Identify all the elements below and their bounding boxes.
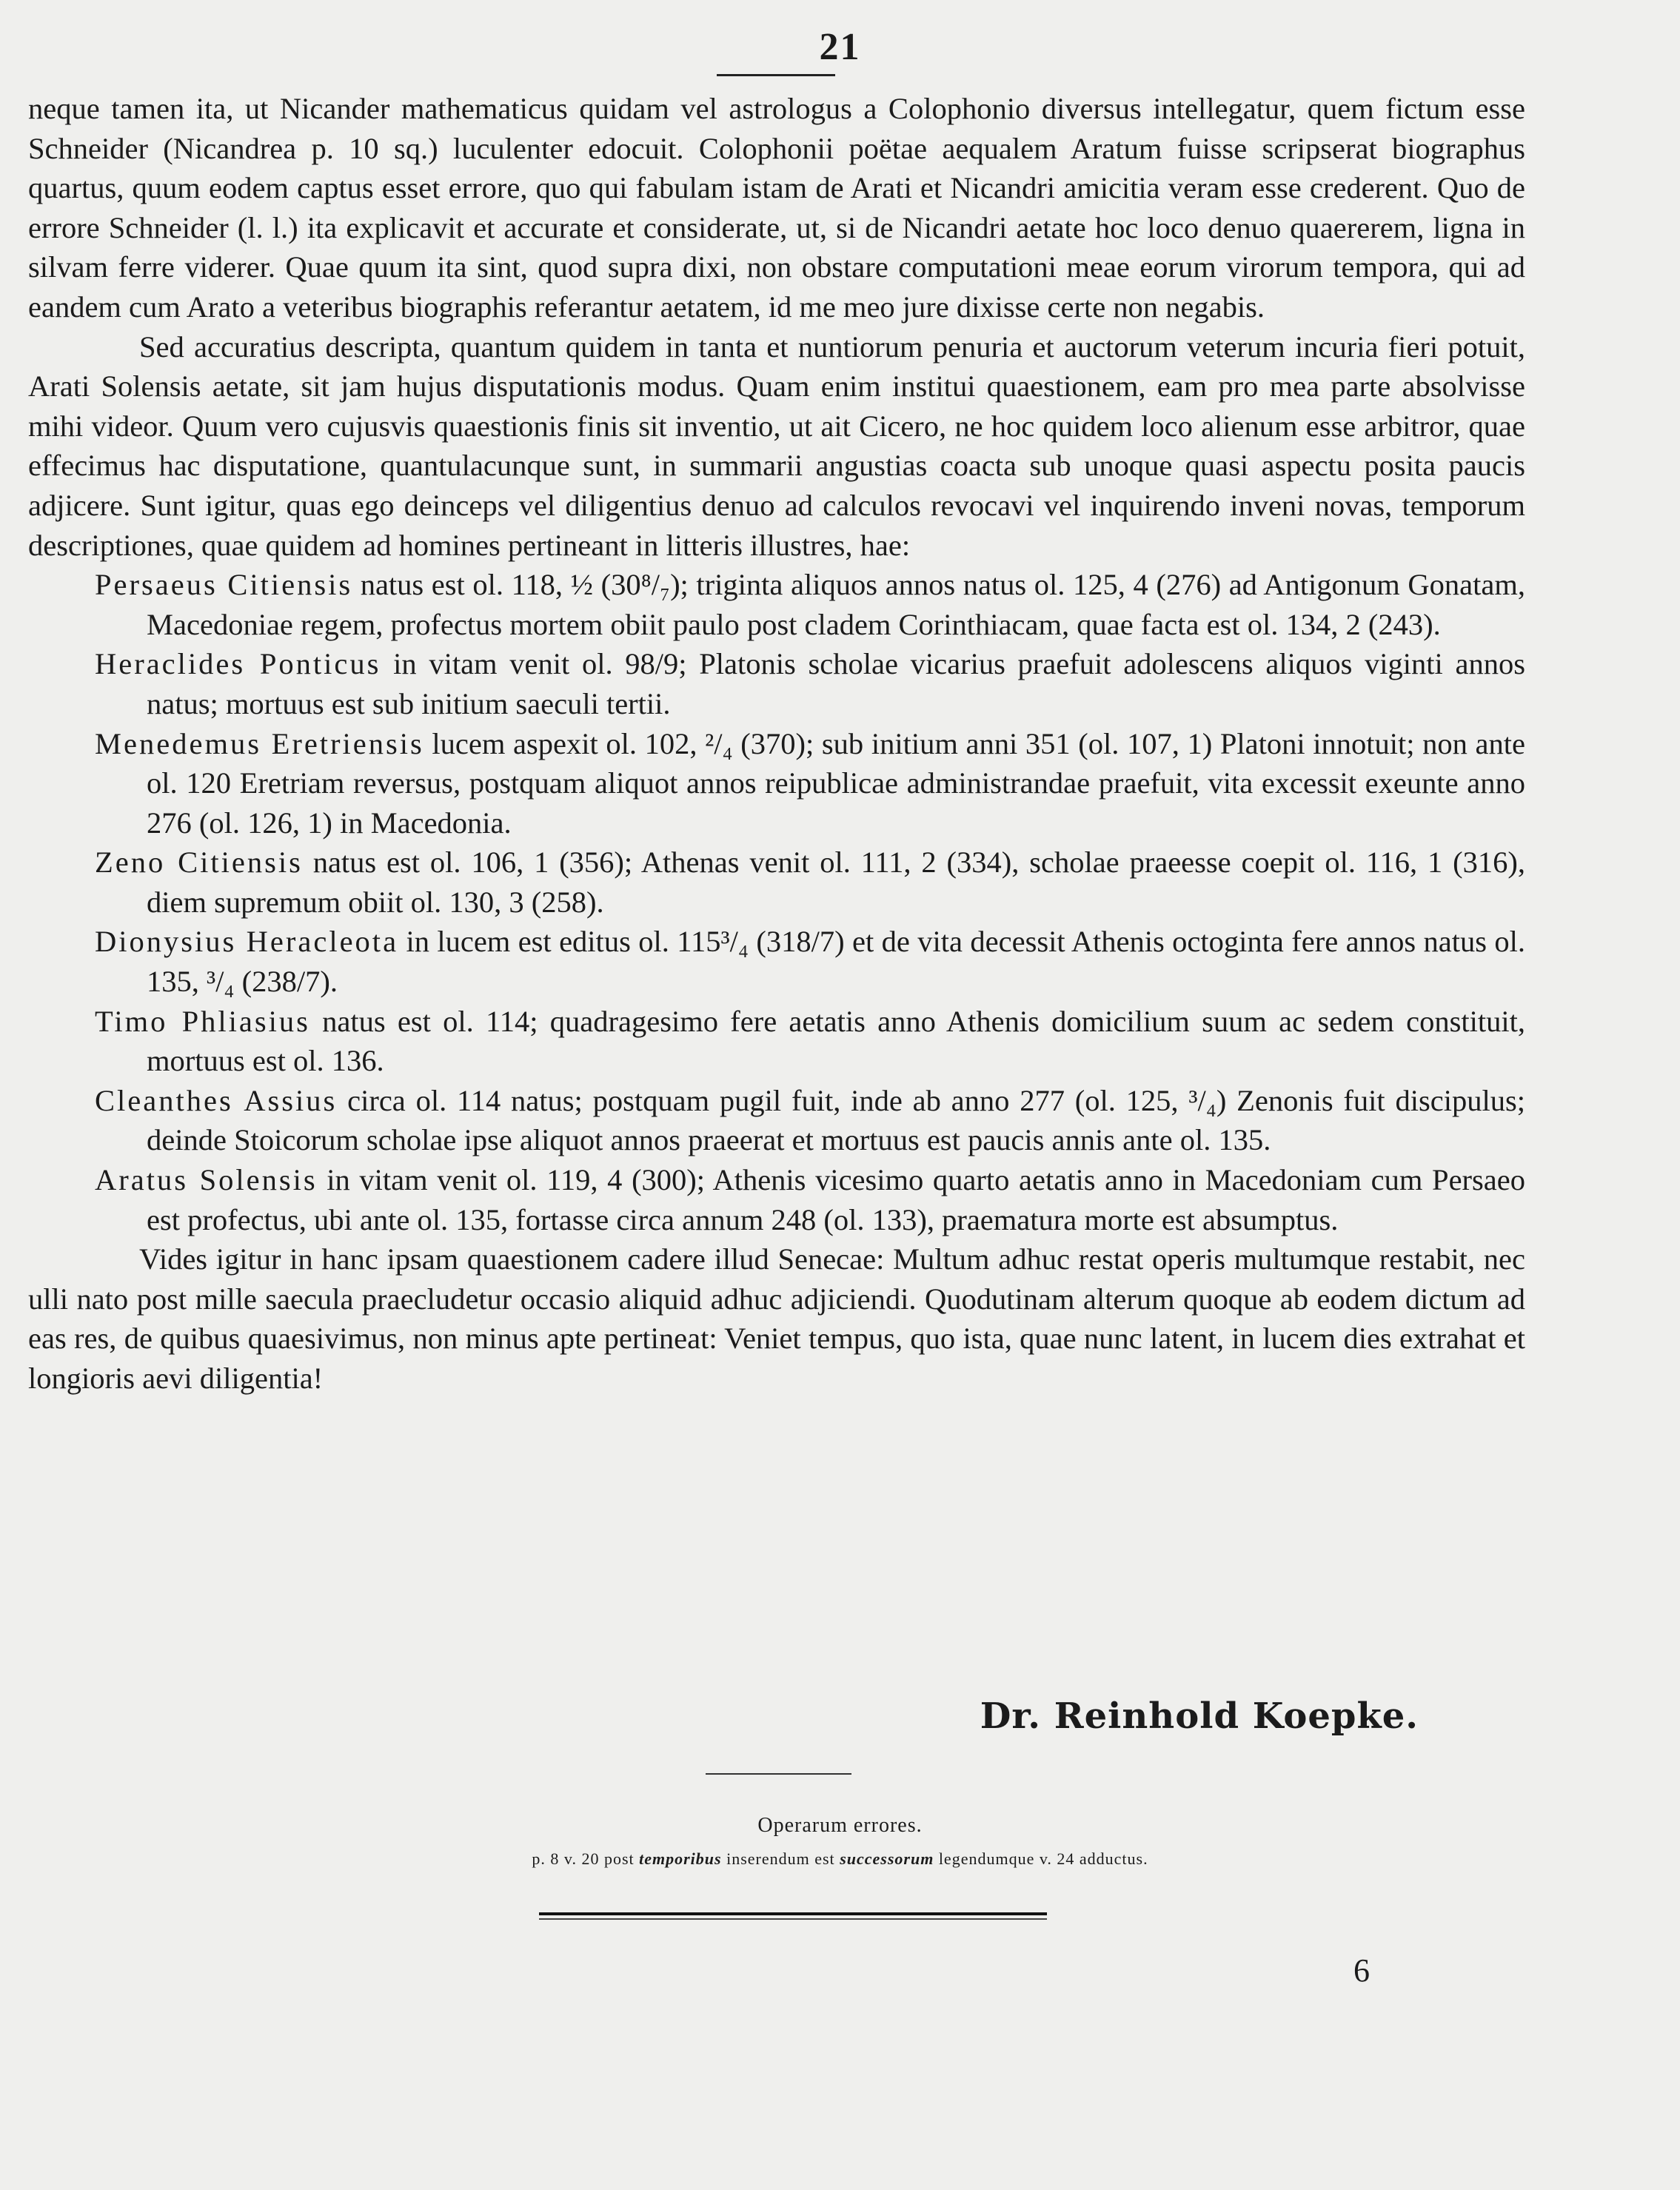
entry-name: Timo Phliasius <box>95 1004 310 1038</box>
list-item <box>28 565 1525 644</box>
errata-middle: inserendum est <box>721 1849 840 1868</box>
bottom-rule <box>539 1912 1047 1915</box>
list-item <box>28 1081 1525 1160</box>
closing-paragraph: Vides igitur in hanc ipsam quaestionem cadere illud Senecae: Multum adhuc restat operis multumque restabit, nec ulli nato post mille saecula praecludetur occasio aliquid adhuc adjiciendi. Quodutinam alterum quoque ab eodem dictum ad eas res, de quibus quaesivimus, non minus apte pertineat: Veniet tempus, quo ista, quae nunc latent, in lucem dies extrahat et longioris aevi diligentia! <box>28 1242 1525 1395</box>
list-item <box>28 1160 1525 1239</box>
bottom-rule-thin <box>539 1918 1047 1920</box>
entry-name: Zeno Citiensis <box>95 845 303 880</box>
author-signature: Dr. Reinhold Koepke. <box>980 1695 1419 1737</box>
errata-text <box>0 1849 1680 1869</box>
list-item <box>28 922 1525 1001</box>
errata-title: Operarum errores. <box>757 1814 923 1837</box>
header-rule <box>717 74 835 76</box>
entry-name: Persaeus Citiensis <box>95 568 353 602</box>
entry-text: lucem aspexit ol. 102, ²/₄ (370); sub initium anni 351 (ol. 107, 1) Platoni innotuit; non ante ol. 120 Eretriam reversus, postquam aliquot annos reipublicae administrandae praefuit, vita excessit exeunte anno 276 (ol. 126, 1) in Macedonia. <box>147 726 1525 840</box>
errata-rule <box>706 1773 851 1775</box>
entry-name: Menedemus Eretriensis <box>95 726 424 760</box>
errata-word-2: successorum <box>840 1849 934 1868</box>
chronology-list <box>28 565 1525 1239</box>
signature-mark: 6 <box>1353 1952 1370 1989</box>
entry-name: Dionysius Heracleota <box>95 925 399 959</box>
errata-prefix: p. 8 v. 20 post <box>532 1849 640 1868</box>
entry-text: in vitam venit ol. 98/9; Platonis scholae vicarius praefuit adolescens aliquos viginti annos natus; mortuus est sub initium saeculi tertii. <box>147 647 1525 720</box>
entry-text: natus est ol. 118, ½ (30⁸/₇); triginta aliquos annos natus ol. 125, 4 (276) ad Antigonum Gonatam, Macedoniae regem, profectus mortem obiit paulo post cladem Corinthiacam, quae facta est ol. 134, 2 (243). <box>147 568 1525 641</box>
errata-suffix: legendumque v. 24 adductus. <box>934 1849 1148 1868</box>
entry-text: in lucem est editus ol. 115³/₄ (318/7) et de vita decessit Athenis octoginta fere annos natus ol. 135, ³/₄ (238/7). <box>147 925 1525 999</box>
body-text <box>28 89 1525 1399</box>
entry-text: natus est ol. 106, 1 (356); Athenas venit ol. 111, 2 (334), scholae praeesse coepit ol. 116, 1 (316), diem supremum obiit ol. 130, 3 (258). <box>147 845 1525 919</box>
entry-name: Aratus Solensis <box>95 1163 318 1197</box>
entry-text: in vitam venit ol. 119, 4 (300); Athenis vicesimo quarto aetatis anno in Macedoniam cum Persaeo est profectus, ubi ante ol. 135, fortasse circa annum 248 (ol. 133), praematura morte est absumptus. <box>147 1163 1525 1236</box>
paragraph-1: neque tamen ita, ut Nicander mathematicus quidam vel astrologus a Colophonio diversus intellegatur, quem fictum esse Schneider (Nicandrea p. 10 sq.) luculenter edocuit. Colophonii poëtae aequalem Aratum fuisse scripserat biographus quartus, quum eodem captus esset errore, quo qui fabulam istam de Arati et Nicandri amicitia veram esse crederent. Quo de errore Schneider (l. l.) ita explicavit et accurate et considerate, ut, si de Nicandri aetate hoc loco denuo quaererem, ligna in silvam ferre viderer. Quae quum ita sint, quod supra dixi, non obstare computationi meae eorum virorum tempora, qui ad eandem cum Arato a veteribus biographis referantur aetatem, id me meo jure dixisse certe non negabis. <box>28 92 1525 324</box>
entry-text: circa ol. 114 natus; postquam pugil fuit, inde ab anno 277 (ol. 125, ³/₄) Zenonis fuit discipulus; deinde Stoicorum scholae ipse aliquot annos praeerat et mortuus est paucis annis ante ol. 135. <box>147 1083 1525 1157</box>
list-item <box>28 724 1525 843</box>
entry-name: Heraclides Ponticus <box>95 647 381 681</box>
list-item <box>28 644 1525 723</box>
entry-name: Cleanthes Assius <box>95 1083 338 1117</box>
page-number: 21 <box>819 26 861 68</box>
list-item <box>28 1002 1525 1081</box>
paragraph-2: Sed accuratius descripta, quantum quidem in tanta et nuntiorum penuria et auctorum veterum incuria fieri potuit, Arati Solensis aetate, sit jam hujus disputationis modus. Quam enim institui quaestionem, eam pro mea parte absolvisse mihi videor. Quum vero cujusvis quaestionis finis sit inventio, ut ait Cicero, ne hoc quidem loco alienum esse arbitror, quae effecimus hac disputatione, quantulacunque sunt, in summarii angustias coacta sub unoque quasi aspectu posita paucis adjicere. Sunt igitur, quas ego deinceps vel diligentius denuo ad calculos revocavi vel inquirendo inveni novas, temporum descriptiones, quae quidem ad homines pertineant in litteris illustres, hae: <box>28 329 1525 562</box>
list-item <box>28 843 1525 922</box>
errata-word-1: temporibus <box>639 1849 722 1868</box>
entry-text: natus est ol. 114; quadragesimo fere aetatis anno Athenis domicilium suum ac sedem constituit, mortuus est ol. 136. <box>147 1004 1525 1078</box>
